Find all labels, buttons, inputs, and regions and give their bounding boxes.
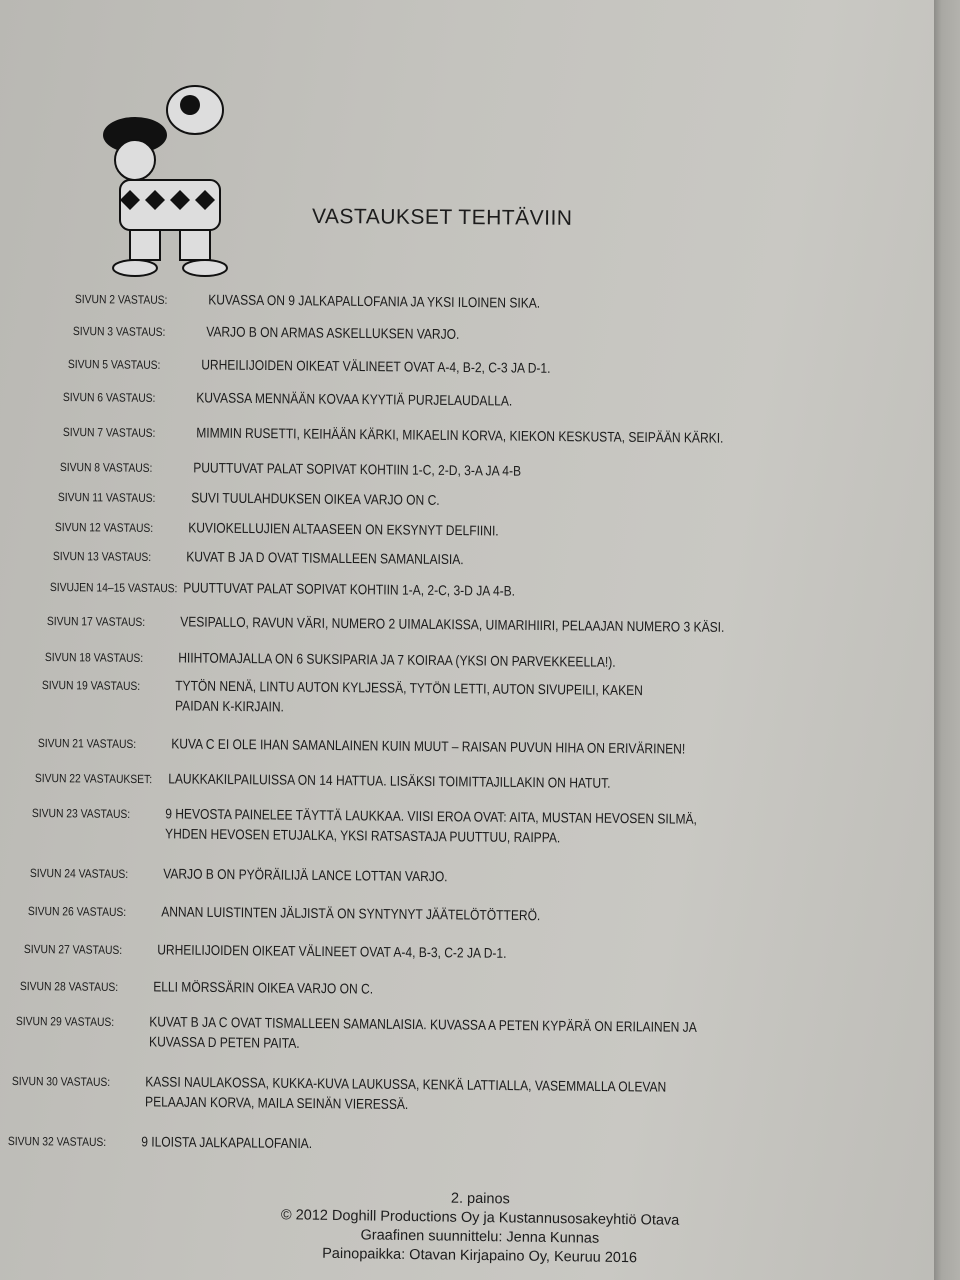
answer-label: SIVUN 2 VASTAUS: (74, 291, 168, 307)
printer-credit: Painopaikka: Otavan Kirjapaino Oy, Keuruu 2016 (322, 1245, 638, 1267)
answer-line: YHDEN HEVOSEN ETUJALKA, YKSI RATSASTAJA PUUTTUU, RAIPPA. (165, 825, 561, 846)
answer-entry (8, 1132, 312, 1151)
answer-entry (45, 648, 616, 670)
answer-line: KUVAT B JA C OVAT TISMALLEEN SAMANLAISIA. KUVASSA A PETEN KYPÄRÄ ON ERILAINEN JA (149, 1013, 697, 1035)
answer-label: SIVUN 12 VASTAUS: (54, 519, 154, 535)
answer-line: VARJO B ON ARMAS ASKELLUKSEN VARJO. (206, 323, 460, 342)
answer-line: KASSI NAULAKOSSA, KUKKA-KUVA LAUKUSSA, KENKÄ LATTIALLA, VASEMMALLA OLEVAN (145, 1073, 667, 1095)
answer-text (141, 1133, 312, 1151)
answer-text (201, 356, 550, 376)
answer-line: VARJO B ON PYÖRÄILIJÄ LANCE LOTTAN VARJO. (163, 865, 448, 885)
answer-entry (63, 423, 724, 446)
answer-entry (68, 355, 551, 376)
answer-entry (58, 488, 440, 508)
answer-entry (32, 804, 697, 847)
answer-entry (47, 612, 725, 635)
answer-line: 9 HEVOSTA PAINELEE TÄYTTÄ LAUKKAA. VIISI EROA OVAT: AITA, MUSTAN HEVOSEN SILMÄ, (165, 805, 697, 827)
answer-entry (38, 734, 685, 757)
edition: 2. painos (450, 1190, 510, 1208)
answer-entry (35, 769, 611, 791)
answer-label: SIVUN 17 VASTAUS: (46, 613, 146, 629)
answer-line: 9 ILOISTA JALKAPALLOFANIA. (141, 1133, 313, 1152)
answer-text (163, 865, 447, 884)
answer-entry (73, 322, 460, 342)
answer-line: KUVIOKELLUJIEN ALTAASEEN ON EKSYNYT DELFIINI. (188, 519, 499, 539)
answer-text (149, 1013, 697, 1055)
answer-label: SIVUN 8 VASTAUS: (59, 459, 153, 475)
answer-text (186, 548, 464, 567)
answer-line: SUVI TUULAHDUKSEN OIKEA VARJO ON C. (191, 489, 440, 508)
answer-entry (50, 578, 515, 599)
answer-entry (60, 458, 521, 479)
answer-label: SIVUN 3 VASTAUS: (72, 323, 166, 339)
answer-text (171, 735, 685, 756)
answer-label: SIVUN 29 VASTAUS: (15, 1013, 115, 1029)
answer-entry (16, 1012, 697, 1055)
answer-text (168, 770, 610, 790)
answer-entry (28, 902, 540, 923)
answer-label: SIVUN 13 VASTAUS: (52, 548, 152, 564)
answer-label: SIVUN 6 VASTAUS: (62, 389, 156, 405)
answer-label: SIVUN 32 VASTAUS: (7, 1133, 107, 1149)
answer-entry (53, 547, 464, 567)
answer-entry (55, 518, 499, 539)
answer-line: TYTÖN NENÄ, LINTU AUTON KYLJESSÄ, TYTÖN LETTI, AUTON SIVUPEILI, KAKEN (175, 677, 643, 699)
cartoon-characters-illustration (90, 80, 240, 280)
answer-line: URHEILIJOIDEN OIKEAT VÄLINEET OVAT A-4, B-2, C-3 JA D-1. (201, 356, 551, 376)
answer-line: PELAAJAN KORVA, MAILA SEINÄN VIERESSÄ. (145, 1093, 409, 1113)
answer-line: KUVASSA ON 9 JALKAPALLOFANIA JA YKSI ILOINEN SIKA. (208, 291, 541, 311)
answer-line: HIIHTOMAJALLA ON 6 SUKSIPARIA JA 7 KOIRAA (YKSI ON PARVEKKEELLA!). (178, 649, 616, 670)
answer-label: SIVUN 22 VASTAUKSET: (34, 770, 153, 787)
answer-label: SIVUN 5 VASTAUS: (67, 356, 161, 372)
answer-label: SIVUN 26 VASTAUS: (27, 903, 127, 919)
answer-entry (24, 940, 507, 961)
answer-line: KUVASSA D PETEN PAITA. (149, 1033, 300, 1051)
page-edge (934, 0, 960, 1280)
answer-label: SIVUN 30 VASTAUS: (11, 1073, 111, 1089)
answer-label: SIVUN 7 VASTAUS: (62, 424, 156, 440)
answer-line: KUVASSA MENNÄÄN KOVAA KYYTIÄ PURJELAUDALLA. (196, 389, 513, 409)
answer-line: ANNAN LUISTINTEN JÄLJISTÄ ON SYNTYNYT JÄÄTELÖTÖTTERÖ. (161, 903, 541, 924)
answer-line: KUVAT B JA D OVAT TISMALLEEN SAMANLAISIA. (186, 548, 464, 568)
answer-label: SIVUN 19 VASTAUS: (41, 677, 141, 693)
answer-label: SIVUN 21 VASTAUS: (37, 735, 137, 751)
answer-text (188, 519, 499, 538)
answer-entry (30, 864, 448, 884)
answer-text (193, 459, 521, 478)
answer-line: PUUTTUVAT PALAT SOPIVAT KOHTIIN 1-C, 2-D, 3-A JA 4-B (193, 459, 522, 479)
answer-line: ELLI MÖRSSÄRIN OIKEA VARJO ON C. (153, 978, 374, 997)
design-credit: Graafinen suunnittelu: Jenna Kunnas (360, 1227, 600, 1247)
answer-text (165, 805, 697, 846)
answer-label: SIVUN 27 VASTAUS: (23, 941, 123, 957)
colophon (199, 1186, 760, 1270)
answer-text (175, 677, 643, 718)
answer-text (196, 424, 723, 445)
page-title: VASTAUKSET TEHTÄVIIN (311, 205, 573, 230)
answer-text (145, 1073, 666, 1114)
answer-text (206, 323, 459, 342)
answer-entry (12, 1072, 667, 1115)
answer-line: MIMMIN RUSETTI, KEIHÄÄN KÄRKI, MIKAELIN KORVA, KIEKON KESKUSTA, SEIPÄÄN KÄRKI. (196, 424, 724, 446)
answer-line: LAUKKAKILPAILUISSA ON 14 HATTUA. LISÄKSI TOIMITTAJILLAKIN ON HATUT. (168, 770, 611, 791)
answer-entry (75, 290, 540, 311)
copyright: © 2012 Doghill Productions Oy ja Kustannusosakeyhtiö Otava (280, 1207, 680, 1229)
answer-line: PUUTTUVAT PALAT SOPIVAT KOHTIIN 1-A, 2-C, 3-D JA 4-B. (183, 579, 516, 599)
answer-label: SIVUN 24 VASTAUS: (29, 865, 129, 881)
answer-text (191, 489, 440, 508)
answer-entry (20, 977, 373, 997)
answer-text (178, 649, 615, 669)
answer-entry (42, 676, 643, 718)
answer-text (208, 291, 540, 310)
answer-line: PAIDAN K-KIRJAIN. (175, 697, 284, 715)
answer-label: SIVUJEN 14–15 VASTAUS: (49, 579, 178, 596)
answer-text (153, 978, 373, 996)
answer-text (157, 941, 506, 961)
answer-line: KUVA C EI OLE IHAN SAMANLAINEN KUIN MUUT – RAISAN PUVUN HIHA ON ERIVÄRINEN! (171, 735, 686, 757)
answer-text (196, 389, 512, 408)
answer-entry (63, 388, 512, 409)
answer-text (183, 579, 515, 598)
answer-label: SIVUN 11 VASTAUS: (57, 489, 156, 505)
answer-line: URHEILIJOIDEN OIKEAT VÄLINEET OVAT A-4, B-3, C-2 JA D-1. (157, 941, 507, 961)
answer-text (180, 613, 724, 635)
answer-text (161, 903, 540, 923)
answer-label: SIVUN 18 VASTAUS: (44, 649, 144, 665)
answer-label: SIVUN 28 VASTAUS: (19, 978, 119, 994)
answer-label: SIVUN 23 VASTAUS: (31, 805, 131, 821)
answer-line: VESIPALLO, RAVUN VÄRI, NUMERO 2 UIMALAKISSA, UIMARIHIIRI, PELAAJAN NUMERO 3 KÄSI. (180, 613, 725, 635)
